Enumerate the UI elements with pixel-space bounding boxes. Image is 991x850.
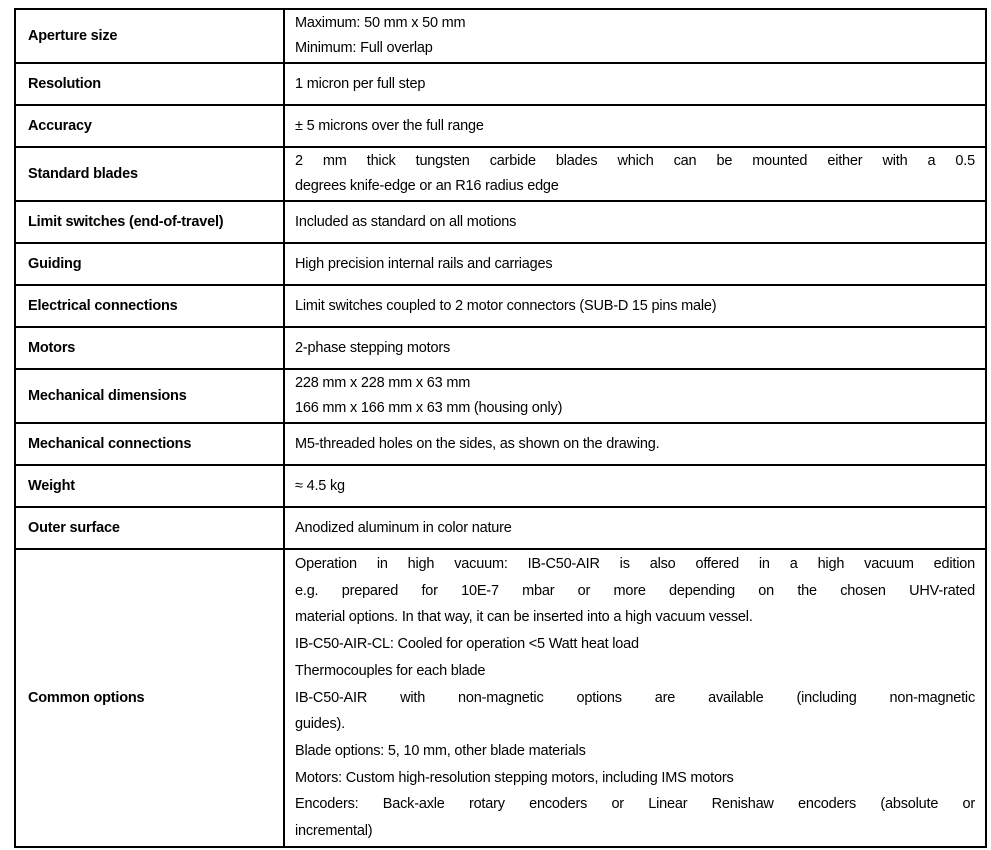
value-line: material options. In that way, it can be inserted into a high vacuum vessel. <box>295 609 753 626</box>
row-label: Resolution <box>16 64 285 104</box>
row-value <box>285 202 985 242</box>
value-line: Operation in high vacuum: IB-C50-AIR is also offered in a high vacuum edition <box>295 556 975 572</box>
row-value <box>285 10 985 62</box>
value-line: 2 mm thick tungsten carbide blades which can be mounted either with a 0.5 <box>295 153 975 169</box>
table-row <box>16 242 985 284</box>
row-label: Outer surface <box>16 508 285 548</box>
row-value <box>285 106 985 146</box>
value-line: 1 micron per full step <box>295 75 426 92</box>
table-row <box>16 326 985 368</box>
value-line: IB-C50-AIR-CL: Cooled for operation <5 Watt heat load <box>295 636 639 653</box>
row-value <box>285 328 985 368</box>
table-row <box>16 506 985 548</box>
value-line: ≈ 4.5 kg <box>295 477 345 494</box>
row-label: Standard blades <box>16 148 285 200</box>
value-line: Maximum: 50 mm x 50 mm <box>295 15 466 31</box>
value-line: Thermocouples for each blade <box>295 662 486 679</box>
value-line: Minimum: Full overlap <box>295 40 433 56</box>
row-value <box>285 148 985 200</box>
row-value <box>285 286 985 326</box>
value-line: Limit switches coupled to 2 motor connectors (SUB-D 15 pins male) <box>295 297 717 314</box>
table-row <box>16 104 985 146</box>
row-value <box>285 508 985 548</box>
value-line: 228 mm x 228 mm x 63 mm <box>295 375 471 391</box>
value-line: Motors: Custom high-resolution stepping motors, including IMS motors <box>295 769 734 786</box>
row-label: Motors <box>16 328 285 368</box>
row-value <box>285 244 985 284</box>
row-label: Electrical connections <box>16 286 285 326</box>
value-line: IB-C50-AIR with non-magnetic options are available (including non-magnetic <box>295 689 975 706</box>
specifications-table <box>14 8 987 848</box>
value-line: ± 5 microns over the full range <box>295 117 484 134</box>
value-line: 166 mm x 166 mm x 63 mm (housing only) <box>295 400 563 416</box>
value-line: High precision internal rails and carriages <box>295 255 553 272</box>
row-value <box>285 64 985 104</box>
row-label: Aperture size <box>16 10 285 62</box>
row-label: Weight <box>16 466 285 506</box>
table-row <box>16 548 985 846</box>
value-line: Blade options: 5, 10 mm, other blade materials <box>295 742 586 759</box>
row-value <box>285 424 985 464</box>
value-line: guides). <box>295 716 345 733</box>
row-label: Guiding <box>16 244 285 284</box>
value-line: e.g. prepared for 10E-7 mbar or more depending on the chosen UHV-rated <box>295 582 975 599</box>
table-row <box>16 62 985 104</box>
value-line: Included as standard on all motions <box>295 213 517 230</box>
row-label: Mechanical connections <box>16 424 285 464</box>
row-label: Accuracy <box>16 106 285 146</box>
value-line: incremental) <box>295 823 373 840</box>
table-row <box>16 146 985 200</box>
row-value <box>285 370 985 422</box>
value-line: Encoders: Back-axle rotary encoders or Linear Renishaw encoders (absolute or <box>295 796 975 813</box>
value-line: 2-phase stepping motors <box>295 339 450 356</box>
row-value <box>285 550 985 846</box>
value-line: Anodized aluminum in color nature <box>295 519 512 536</box>
table-row <box>16 464 985 506</box>
table-row <box>16 284 985 326</box>
table-row <box>16 422 985 464</box>
row-label: Limit switches (end-of-travel) <box>16 202 285 242</box>
value-line: M5-threaded holes on the sides, as shown on the drawing. <box>295 435 660 452</box>
table-row <box>16 368 985 422</box>
table-row <box>16 200 985 242</box>
row-label: Mechanical dimensions <box>16 370 285 422</box>
table-row <box>16 10 985 62</box>
row-value <box>285 466 985 506</box>
row-label: Common options <box>16 550 285 846</box>
value-line: degrees knife-edge or an R16 radius edge <box>295 178 559 194</box>
